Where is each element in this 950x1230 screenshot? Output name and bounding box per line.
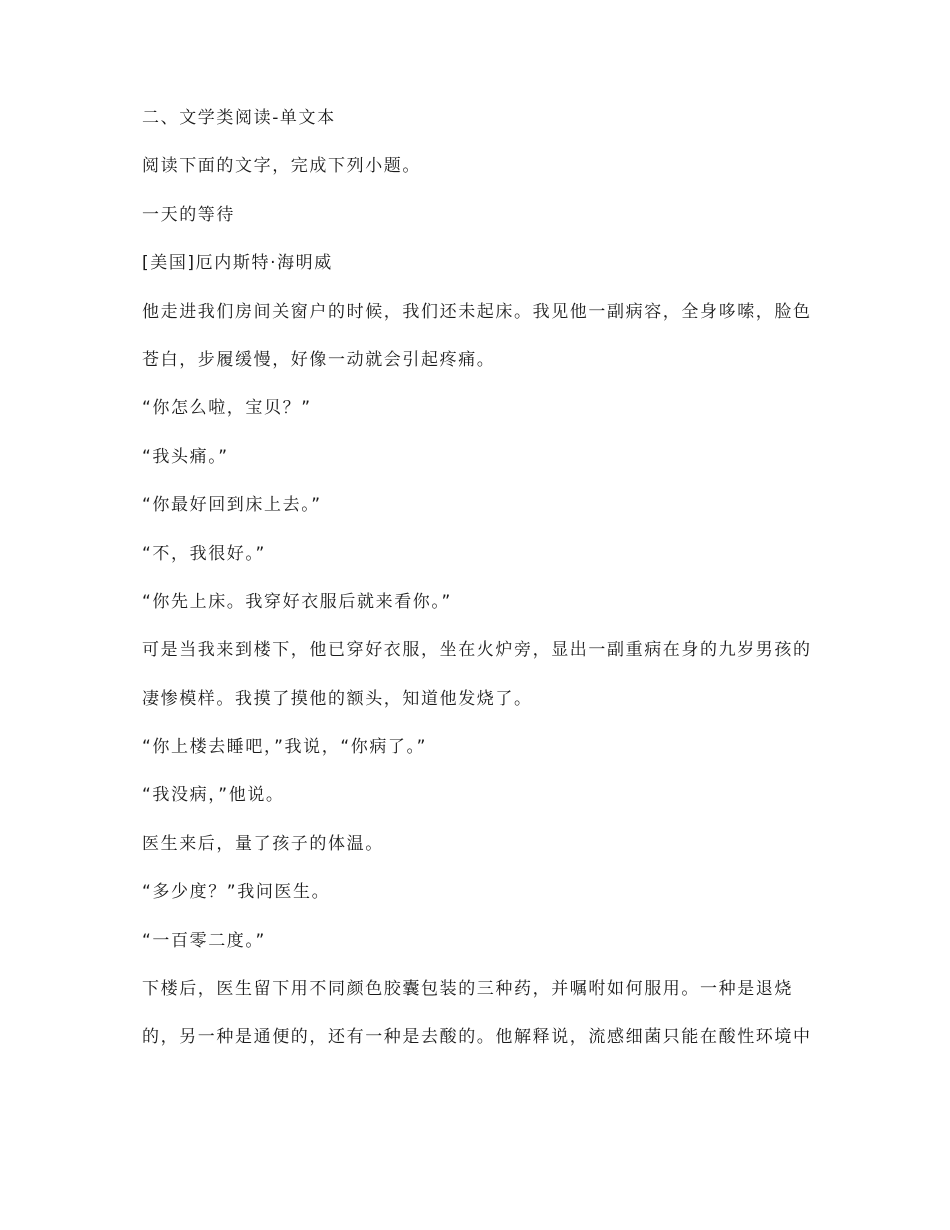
- dialogue-line: “我头痛。”: [142, 446, 229, 467]
- dialogue-line: “一百零二度。”: [142, 930, 266, 951]
- paragraph-line: 的，另一种是通便的，还有一种是去酸的。他解释说，流感细菌只能在酸性环境中: [142, 1027, 812, 1048]
- dialogue-line: “你上楼去睡吧，”我说，“你病了。”: [142, 737, 428, 758]
- dialogue-line: “你最好回到床上去。”: [142, 495, 322, 516]
- instruction-text: 阅读下面的文字，完成下列小题。: [142, 156, 421, 177]
- dialogue-line: “不，我很好。”: [142, 543, 266, 564]
- paragraph-line: 凄惨模样。我摸了摸他的额头，知道他发烧了。: [142, 688, 533, 709]
- paragraph-line: 医生来后，量了孩子的体温。: [142, 833, 384, 854]
- story-title: 一天的等待: [142, 204, 235, 225]
- paragraph-line: 下楼后，医生留下用不同颜色胶囊包装的三种药，并嘱咐如何服用。一种是退烧: [142, 979, 793, 1000]
- story-author: [美国]厄内斯特·海明威: [142, 253, 333, 274]
- document-page: [142, 94, 822, 1062]
- dialogue-line: “多少度？”我问医生。: [142, 882, 331, 903]
- dialogue-line: “你先上床。我穿好衣服后就来看你。”: [142, 591, 452, 612]
- paragraph-line: 他走进我们房间关窗户的时候，我们还未起床。我见他一副病容，全身哆嗦，脸色: [142, 301, 812, 322]
- dialogue-line: “你怎么啦，宝贝？”: [142, 398, 312, 419]
- dialogue-line: “我没病，”他说。: [142, 785, 285, 806]
- paragraph-line: 苍白，步履缓慢，好像一动就会引起疼痛。: [142, 349, 496, 370]
- section-heading: 二、文学类阅读-单文本: [142, 108, 336, 128]
- paragraph-line: 可是当我来到楼下，他已穿好衣服，坐在火炉旁，显出一副重病在身的九岁男孩的: [142, 640, 812, 661]
